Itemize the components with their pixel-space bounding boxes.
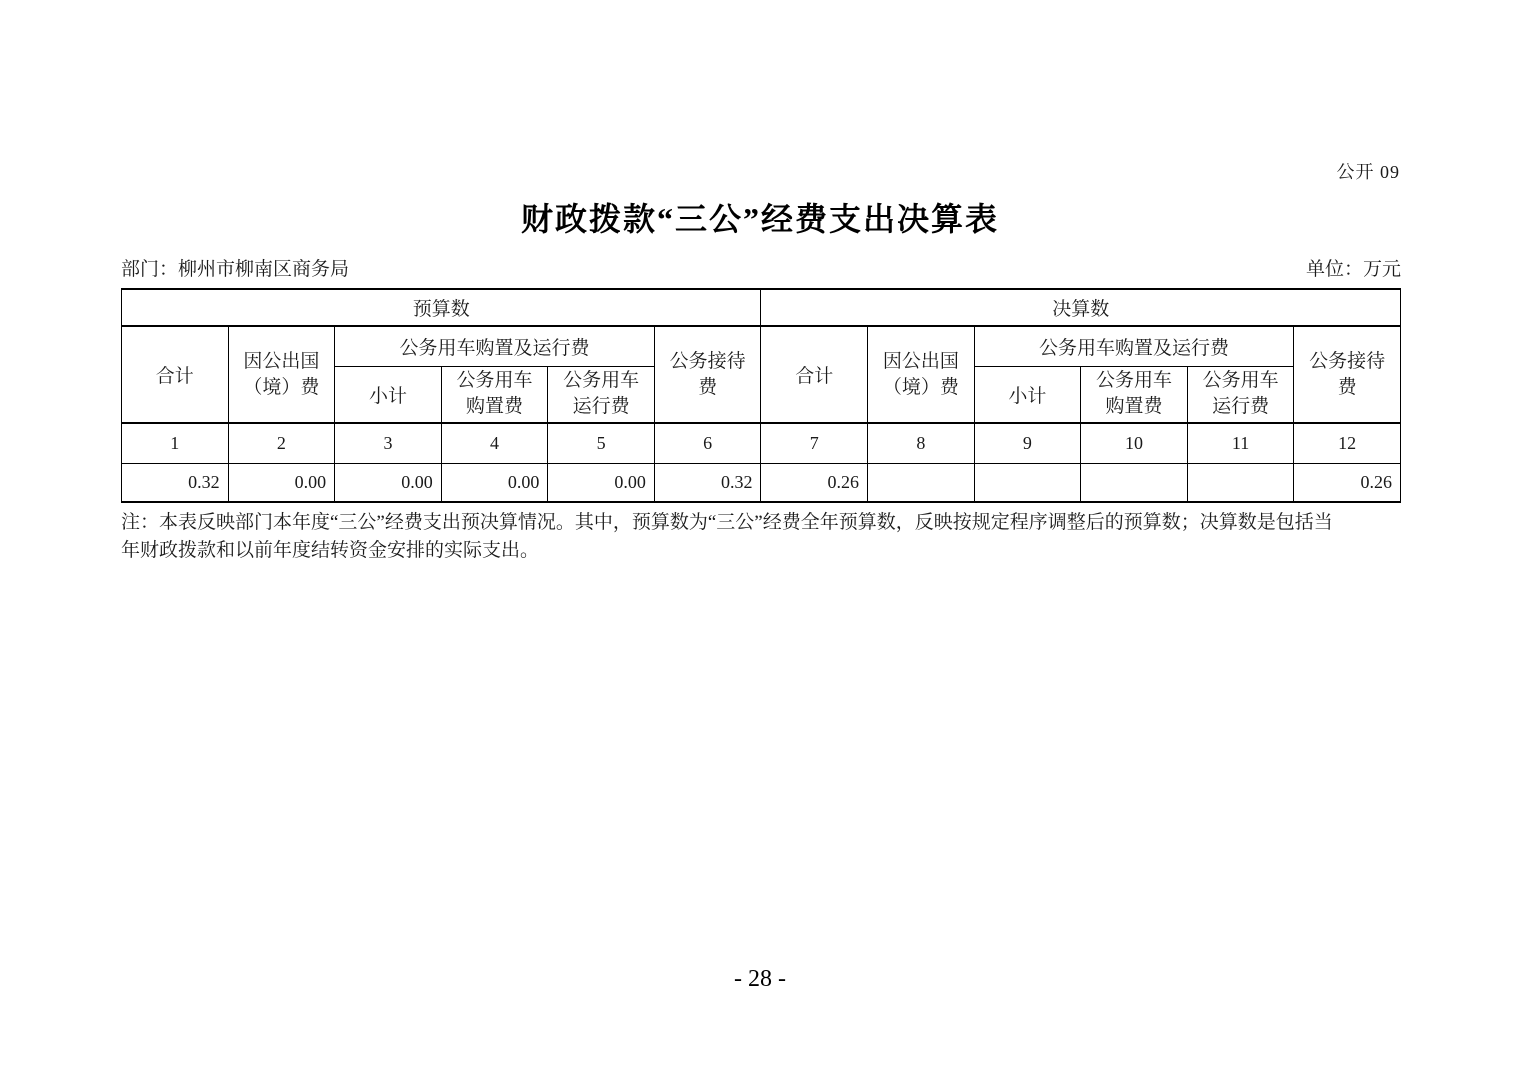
page-number: - 28 -: [734, 966, 786, 992]
header-line: 公务用车: [456, 370, 533, 392]
note-line-2: 年财政拨款和以前年度结转资金安排的实际支出。: [121, 540, 540, 561]
header-final-operation: [1187, 366, 1294, 423]
header-line: （境）费: [243, 376, 320, 398]
header-final-abroad: [868, 326, 975, 423]
value-final-abroad: [868, 463, 975, 502]
header-line: 公务用车: [1202, 370, 1279, 392]
header-budget-operation: [548, 366, 655, 423]
header-line: （境）费: [882, 376, 959, 398]
header-final-subtotal: 小计: [974, 366, 1081, 423]
value-budget-total: 0.32: [122, 463, 229, 502]
page-title: 财政拨款“三公”经费支出决算表: [520, 201, 999, 237]
value-final-operation: [1187, 463, 1294, 502]
column-number: 1: [122, 423, 229, 463]
expense-table: [121, 288, 1401, 503]
column-number: 4: [441, 423, 548, 463]
value-budget-subtotal: 0.00: [335, 463, 442, 502]
column-number-row: [122, 423, 1401, 463]
column-number: 6: [654, 423, 761, 463]
column-number: 5: [548, 423, 655, 463]
meta-row: [121, 254, 1401, 281]
header-line: 购置费: [466, 396, 524, 418]
section-header-budget: 预算数: [122, 289, 761, 326]
header-final-purchase: [1081, 366, 1188, 423]
column-number: 2: [228, 423, 335, 463]
column-number: 12: [1294, 423, 1401, 463]
section-header-final: 决算数: [761, 289, 1401, 326]
value-final-purchase: [1081, 463, 1188, 502]
column-number: 10: [1081, 423, 1188, 463]
column-number: 9: [974, 423, 1081, 463]
value-budget-abroad: 0.00: [228, 463, 335, 502]
header-line: 公务用车: [563, 370, 640, 392]
note-text: [121, 509, 1413, 565]
header-group-row: [122, 326, 1401, 366]
header-line: 公务接待: [669, 350, 746, 372]
header-line: 公务用车: [1095, 370, 1172, 392]
header-line: 购置费: [1105, 396, 1163, 418]
section-header-row: [122, 289, 1401, 326]
department-label: 部门：柳州市柳南区商务局: [121, 259, 350, 280]
column-number: 11: [1187, 423, 1294, 463]
header-line: 因公出国: [882, 350, 959, 372]
header-budget-abroad: [228, 326, 335, 423]
value-budget-operation: 0.00: [548, 463, 655, 502]
value-budget-purchase: 0.00: [441, 463, 548, 502]
header-line: 运行费: [1212, 396, 1270, 418]
unit-label: 单位：万元: [1305, 259, 1401, 280]
header-final-total: 合计: [761, 326, 868, 423]
header-budget-reception: [654, 326, 761, 423]
column-number: 8: [868, 423, 975, 463]
header-line: 公务接待: [1309, 350, 1386, 372]
column-number: 7: [761, 423, 868, 463]
header-budget-vehicle-group: 公务用车购置及运行费: [335, 326, 655, 366]
header-line: 费: [1337, 376, 1357, 398]
header-budget-total: 合计: [122, 326, 229, 423]
header-line: 运行费: [572, 396, 630, 418]
header-final-reception: [1294, 326, 1401, 423]
header-budget-subtotal: 小计: [335, 366, 442, 423]
header-line: 因公出国: [243, 350, 320, 372]
value-final-total: 0.26: [761, 463, 868, 502]
header-budget-purchase: [441, 366, 548, 423]
value-row: [122, 463, 1401, 502]
header-final-vehicle-group: 公务用车购置及运行费: [974, 326, 1294, 366]
column-number: 3: [335, 423, 442, 463]
value-final-subtotal: [974, 463, 1081, 502]
doc-code: 公开 09: [1336, 162, 1400, 182]
value-final-reception: 0.26: [1294, 463, 1401, 502]
value-budget-reception: 0.32: [654, 463, 761, 502]
note-line-1: 注：本表反映部门本年度“三公”经费支出预决算情况。其中，预算数为“三公”经费全年预算数，反映按规定程序调整后的预算数；决算数是包括当: [121, 512, 1333, 533]
header-line: 费: [698, 376, 718, 398]
